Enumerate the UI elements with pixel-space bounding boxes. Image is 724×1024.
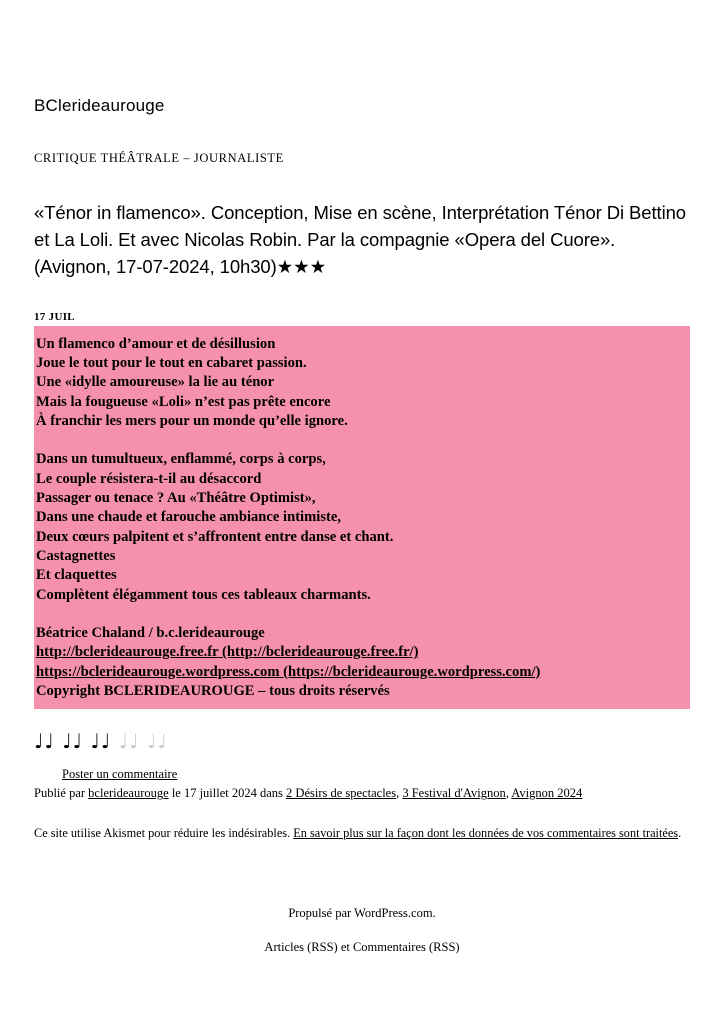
post-title[interactable]: «Ténor in flamenco». Conception, Mise en scène, Interprétation Ténor Di Bettino et La Loli. Et avec Nicolas Robin. Par la compagnie «Opera del Cuore». (Avignon, 17-07-2024, 10h30)★★★ bbox=[34, 202, 686, 278]
post-body-spacer bbox=[34, 605, 690, 624]
post-copyright: Copyright BCLERIDEAUROUGE – tous droits réservés bbox=[36, 683, 390, 700]
post-meta bbox=[34, 785, 690, 803]
site-title[interactable]: BClerideaurouge bbox=[34, 96, 165, 115]
rating-note-empty: ♩♩ bbox=[146, 729, 168, 754]
post-signature: Béatrice Chaland / b.c.lerideaurouge bbox=[36, 625, 265, 642]
post-body-line: Un flamenco d’amour et de désillusion bbox=[36, 335, 276, 352]
footer-articles-rss-link[interactable]: Articles (RSS) bbox=[264, 940, 338, 955]
akismet-notice bbox=[34, 825, 684, 843]
post-body-line: Dans une chaude et farouche ambiance intimiste, bbox=[36, 509, 341, 526]
comma-separator: , bbox=[505, 786, 509, 801]
post-body-line: Castagnettes bbox=[36, 548, 116, 565]
post-body-line: Et claquettes bbox=[36, 567, 117, 584]
post-category-link[interactable]: Avignon 2024 bbox=[511, 786, 583, 801]
akismet-privacy-link[interactable]: En savoir plus sur la façon dont les données de vos commentaires sont traitées bbox=[293, 825, 679, 840]
footer-wordpress-link[interactable]: Propulsé par WordPress.com. bbox=[288, 906, 436, 920]
post-body-line: Le couple résistera-t-il au désaccord bbox=[36, 470, 262, 487]
post-body-highlight bbox=[34, 326, 690, 710]
post-comment-link-row bbox=[62, 767, 690, 782]
post-author-link[interactable]: bclerideaurouge bbox=[88, 786, 169, 801]
rating-notes bbox=[34, 729, 690, 754]
post-comment-link[interactable]: Poster un commentaire bbox=[62, 767, 178, 782]
post-body-line: Passager ou tenace ? Au «Théâtre Optimist», bbox=[36, 490, 316, 507]
post-link-free-fr-anchor[interactable]: http://bclerideaurouge.free.fr (http://bclerideaurouge.free.fr/) bbox=[36, 644, 419, 661]
rating-note-empty: ♩♩ bbox=[118, 729, 140, 754]
footer-feeds bbox=[0, 939, 724, 955]
post-date: 17 JUIL bbox=[34, 310, 75, 323]
post-category-link[interactable]: 3 Festival d'Avignon bbox=[402, 786, 506, 801]
post-body-line: À franchir les mers pour un monde qu’elle ignore. bbox=[36, 413, 348, 430]
rating-note-filled: ♩♩ bbox=[62, 729, 84, 754]
footer-feeds-and: et bbox=[340, 940, 350, 955]
post-body-line: Dans un tumultueux, enflammé, corps à corps, bbox=[36, 451, 326, 468]
post-content bbox=[34, 96, 690, 843]
post-body-line: Mais la fougueuse «Loli» n’est pas prête encore bbox=[36, 393, 331, 410]
site-footer bbox=[0, 905, 724, 956]
comma-separator: , bbox=[396, 786, 400, 801]
post-body-line: Joue le tout pour le tout en cabaret passion. bbox=[36, 355, 307, 372]
post-body-line: Complètent élégamment tous ces tableaux charmants. bbox=[36, 586, 371, 603]
post-category-link[interactable]: 2 Désirs de spectacles bbox=[286, 786, 397, 801]
post-link-wordpress[interactable] bbox=[34, 663, 690, 682]
rating-note-filled: ♩♩ bbox=[34, 729, 55, 754]
post-link-free-fr[interactable] bbox=[34, 643, 690, 662]
rating-note-filled: ♩♩ bbox=[90, 729, 112, 754]
akismet-text-after: . bbox=[678, 825, 682, 840]
akismet-text-before: Ce site utilise Akismet pour réduire les indésirables. bbox=[34, 825, 291, 840]
footer-comments-rss-link[interactable]: Commentaires (RSS) bbox=[352, 940, 460, 955]
post-link-wordpress-anchor[interactable]: https://bclerideaurouge.wordpress.com (https://bclerideaurouge.wordpress.com/) bbox=[36, 663, 541, 680]
post-body-line: Une «idylle amoureuse» la lie au ténor bbox=[36, 374, 275, 391]
site-tagline: CRITIQUE THÉÂTRALE – JOURNALISTE bbox=[34, 151, 284, 166]
post-body-line: Deux cœurs palpitent et s’affrontent entre danse et chant. bbox=[36, 528, 394, 545]
post-body-spacer bbox=[34, 431, 690, 450]
published-middle: le 17 juillet 2024 dans bbox=[171, 786, 283, 801]
footer-powered-by bbox=[0, 905, 724, 921]
published-prefix: Publié par bbox=[34, 786, 86, 801]
